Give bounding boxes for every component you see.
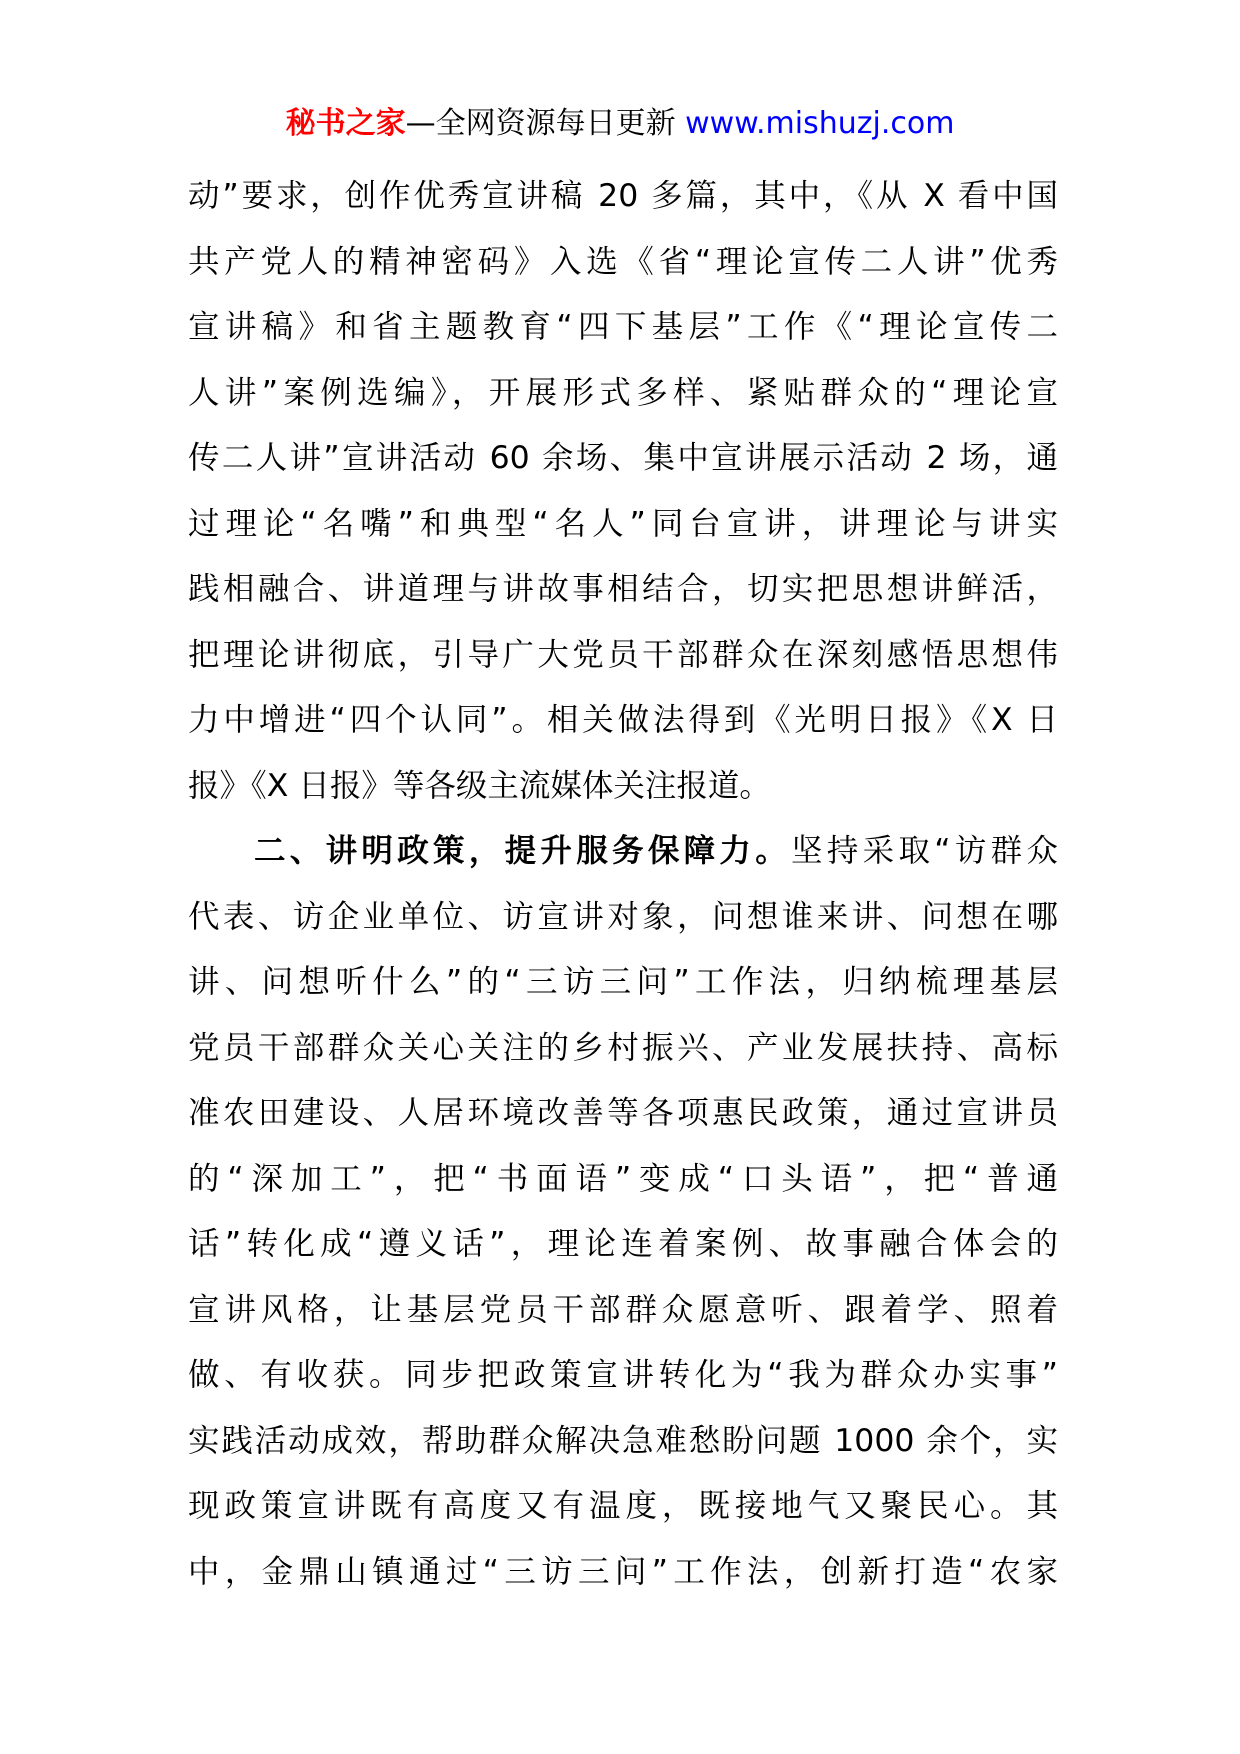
text-line: 报》《X 日报》等各级主流媒体关注报道。	[188, 767, 771, 804]
text-line: 中，金鼎山镇通过“三访三问”工作法，创新打造“农家	[188, 1553, 1058, 1590]
text-line: 的“深加工”，把“书面语”变成“口头语”，把“普通	[188, 1160, 1058, 1197]
text-line: 话”转化成“遵义话”，理论连着案例、故事融合体会的	[188, 1226, 1058, 1262]
header-tagline: —全网资源每日更新	[405, 106, 686, 141]
site-url-link[interactable]: www.mishuzj.com	[685, 106, 955, 141]
text-line: 传二人讲”宣讲活动 60 余场、集中宣讲展示活动 2 场，通	[188, 440, 1058, 476]
text-line: 践相融合、讲道理与讲故事相结合，切实把思想讲鲜活，	[188, 571, 1058, 607]
text-line: 宣讲稿》和省主题教育“四下基层”工作《“理论宣传二	[188, 309, 1058, 345]
text-line: 实践活动成效，帮助群众解决急难愁盼问题 1000 余个，实	[188, 1422, 1058, 1459]
section-lead-text: 坚持采取“访群众	[791, 833, 1058, 869]
text-line: 讲、问想听什么”的“三访三问”工作法，归纳梳理基层	[188, 964, 1058, 1000]
text-line: 现政策宣讲既有高度又有温度，既接地气又聚民心。其	[188, 1488, 1058, 1524]
text-line: 代表、访企业单位、访宣讲对象，问想谁来讲、问想在哪	[188, 898, 1058, 935]
text-line: 把理论讲彻底，引导广大党员干部群众在深刻感悟思想伟	[188, 636, 1058, 673]
brand-name: 秘书之家	[285, 106, 406, 141]
text-line: 共产党人的精神密码》入选《省“理论宣传二人讲”优秀	[188, 243, 1058, 280]
text-line: 力中增进“四个认同”。相关做法得到《光明日报》《X 日	[188, 702, 1058, 738]
text-line: 准农田建设、人居环境改善等各项惠民政策，通过宣讲员	[188, 1095, 1058, 1131]
text-line: 人讲”案例选编》，开展形式多样、紧贴群众的“理论宣	[188, 374, 1058, 411]
document-header	[0, 102, 1240, 146]
text-line: 动”要求，创作优秀宣讲稿 20 多篇，其中，《从 X 看中国	[188, 178, 1058, 214]
text-line: 宣讲风格，让基层党员干部群众愿意听、跟着学、照着	[188, 1291, 1058, 1328]
document-body	[188, 164, 1058, 1605]
text-line: 党员干部群众关心关注的乡村振兴、产业发展扶持、高标	[188, 1029, 1058, 1066]
text-line: 过理论“名嘴”和典型“名人”同台宣讲，讲理论与讲实	[188, 505, 1058, 542]
section-heading: 二、讲明政策，提升服务保障力。	[254, 833, 792, 869]
text-line: 做、有收获。同步把政策宣讲转化为“我为群众办实事”	[188, 1357, 1058, 1393]
section-heading-line	[188, 819, 1058, 885]
